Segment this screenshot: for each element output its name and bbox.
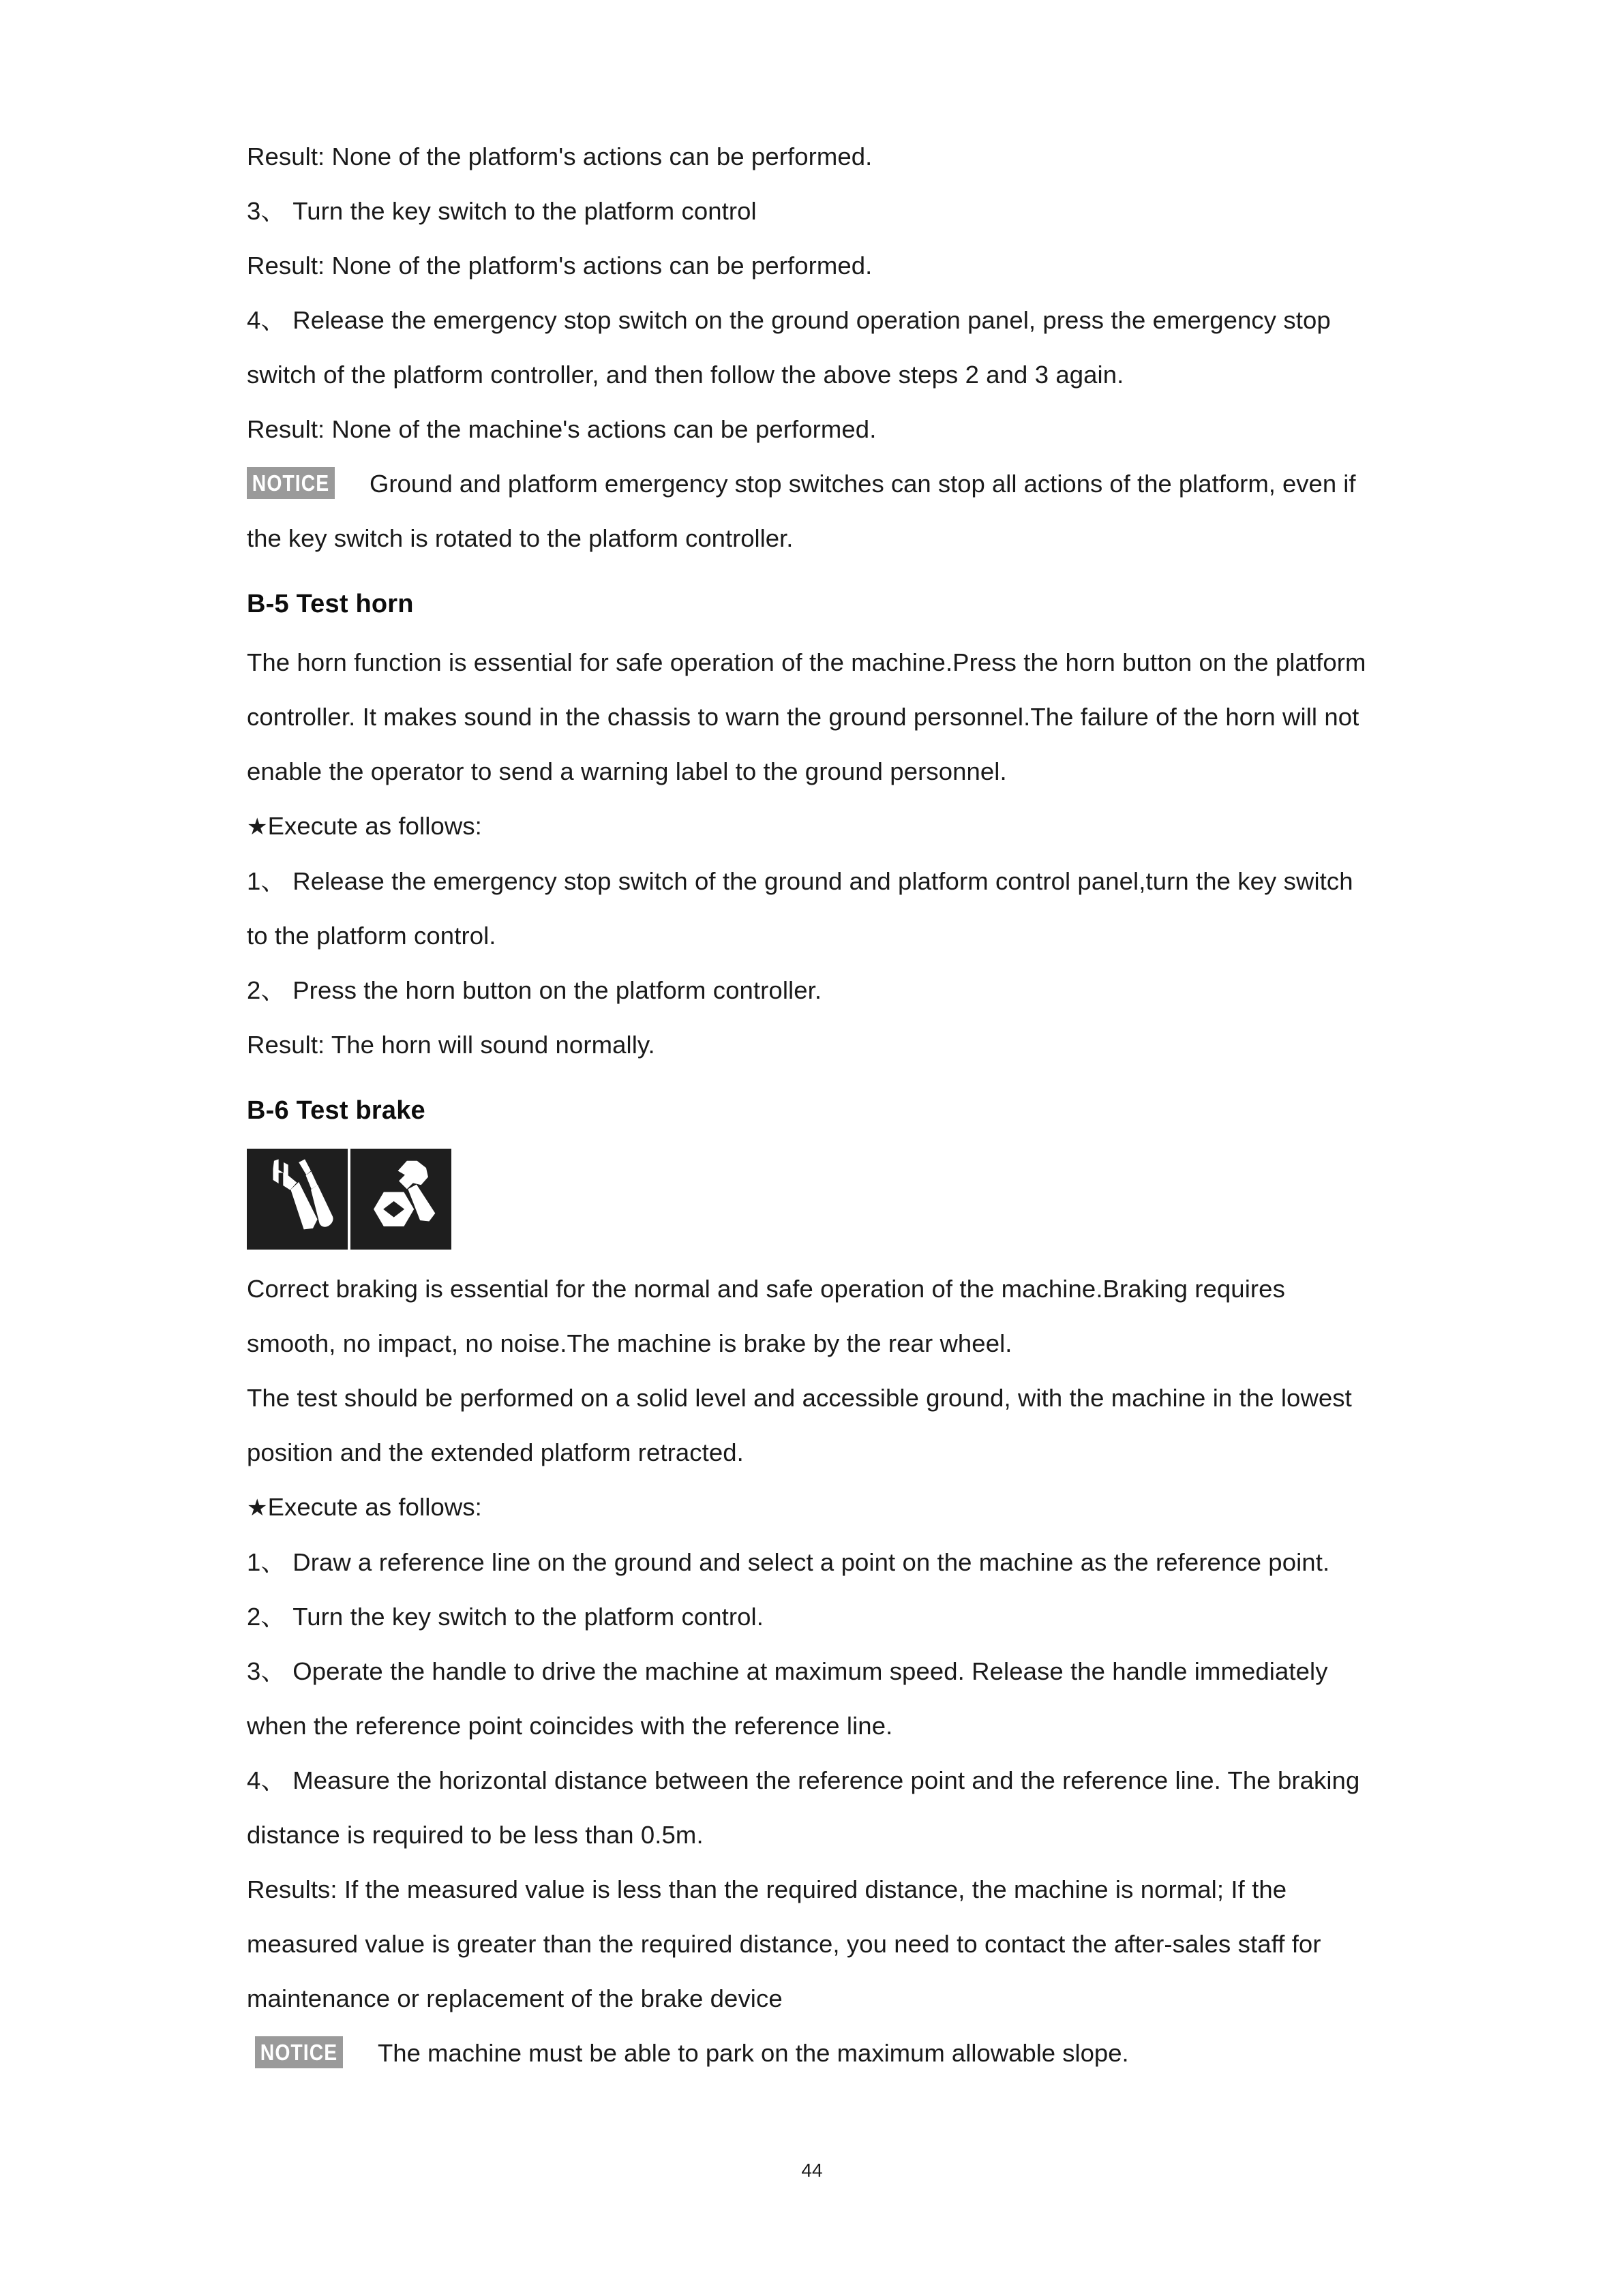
page-number: 44: [801, 2160, 823, 2181]
b6-execute-label: Execute as follows:: [267, 1493, 482, 1521]
hammer-nut-icon: [350, 1149, 451, 1250]
b6-intro-paragraph-2: The test should be performed on a solid level and accessible ground, with the machine in the lowest position and the extended platform retracted.: [247, 1384, 1352, 1466]
star-icon: ★: [247, 814, 268, 840]
b5-step-2: 2、 Press the horn button on the platform controller.: [247, 976, 822, 1004]
notice-text-2: The machine must be able to park on the maximum allowable slope.: [378, 2039, 1129, 2067]
notice-badge: NOTICE: [247, 467, 335, 499]
notice-callout-2: [247, 2026, 1379, 2081]
b5-execute-label: Execute as follows:: [267, 812, 482, 840]
b6-execute-line: [247, 1480, 1379, 1535]
tool-icon-row: [247, 1149, 1379, 1250]
b6-results-paragraph: Results: If the measured value is less than the required distance, the machine is normal; If the measured value is greater than the required distance, you need to contact the after-sales staff for maintenance or replacement of the brake device: [247, 1875, 1321, 2012]
page-content: [247, 130, 1379, 2081]
b6-step-4: 4、 Measure the horizontal distance between the reference point and the reference line. The braking distance is required to be less than 0.5m.: [247, 1766, 1360, 1849]
notice-callout-1: [247, 457, 1379, 566]
spacer: [247, 566, 1379, 577]
b6-step-1: 1、 Draw a reference line on the ground and select a point on the machine as the reference point.: [247, 1548, 1330, 1576]
spacer: [247, 1072, 1379, 1083]
step-3-top: 3、 Turn the key switch to the platform control: [247, 197, 757, 225]
b6-step-3: 3、 Operate the handle to drive the machine at maximum speed. Release the handle immediately when the reference point coincides with the reference line.: [247, 1657, 1328, 1740]
section-heading-b6: B-6 Test brake: [247, 1096, 425, 1125]
b5-result: Result: The horn will sound normally.: [247, 1031, 655, 1059]
result-line-3: Result: None of the machine's actions can be performed.: [247, 415, 877, 443]
notice-badge: NOTICE: [255, 2036, 343, 2068]
b6-step-2: 2、 Turn the key switch to the platform control.: [247, 1603, 764, 1631]
b5-intro-paragraph: The horn function is essential for safe operation of the machine.Press the horn button on the platform controller. It makes sound in the chassis to warn the ground personnel.The failure of the horn will not enable the operator to send a warning label to the ground personnel.: [247, 648, 1366, 785]
star-icon: ★: [247, 1495, 268, 1521]
b5-step-1: 1、 Release the emergency stop switch of the ground and platform control panel,turn the key switch to the platform control.: [247, 867, 1353, 950]
section-heading-b5: B-5 Test horn: [247, 590, 414, 618]
notice-text-1: Ground and platform emergency stop switches can stop all actions of the platform, even if the key switch is rotated to the platform controller.: [247, 470, 1356, 552]
result-line-2: Result: None of the platform's actions can be performed.: [247, 252, 873, 280]
b5-execute-line: [247, 799, 1379, 854]
b6-intro-paragraph-1: Correct braking is essential for the normal and safe operation of the machine.Braking requires smooth, no impact, no noise.The machine is brake by the rear wheel.: [247, 1275, 1285, 1357]
wrench-screwdriver-icon: [247, 1149, 348, 1250]
step-4-top: 4、 Release the emergency stop switch on the ground operation panel, press the emergency stop switch of the platform controller, and then follow the above steps 2 and 3 again.: [247, 306, 1331, 389]
result-line-1: Result: None of the platform's actions can be performed.: [247, 142, 873, 170]
